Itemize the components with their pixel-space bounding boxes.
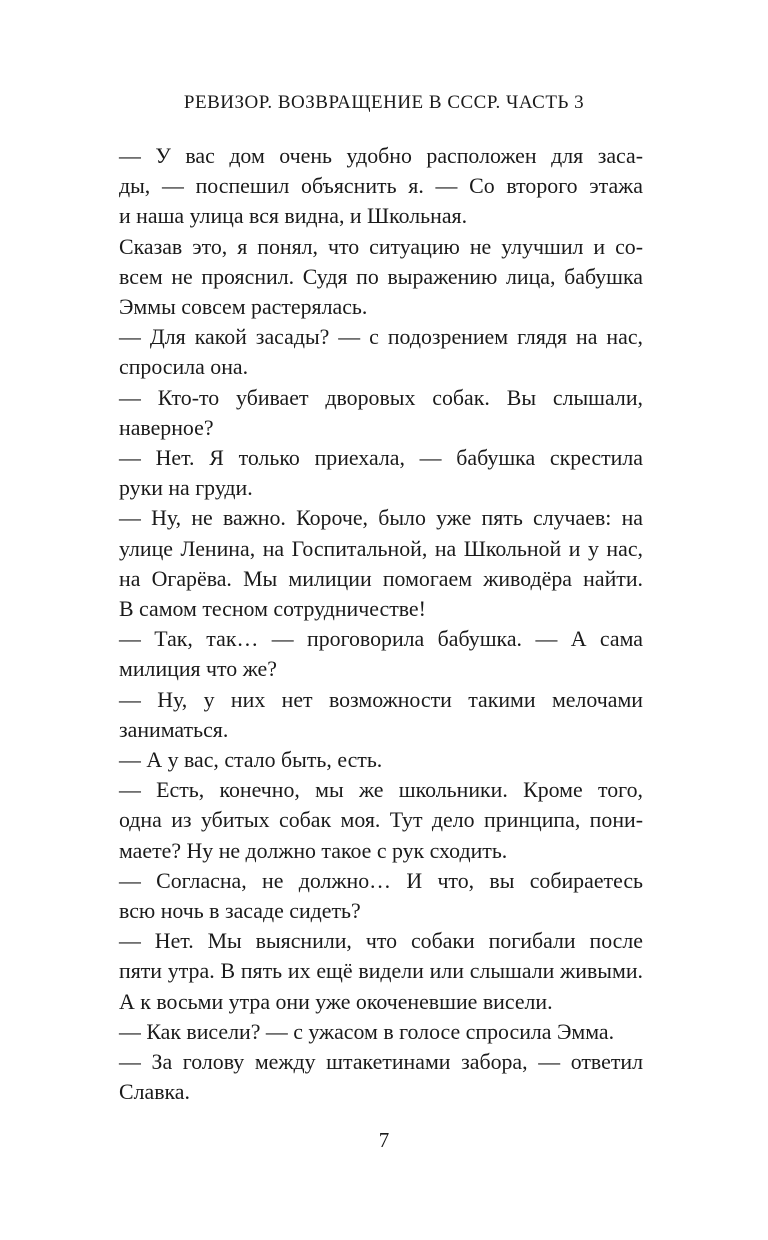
text-line: и наша улица вся видна, и Школьная. [119,204,468,229]
text-line: — Нет. Мы выяснили, что собаки погибали после [119,929,643,954]
text-line: ды, — поспешил объяснить я. — Со второго этажа [119,174,643,199]
text-line: — У вас дом очень удобно расположен для заса- [119,144,643,168]
text-line: — Кто-то убивает дворовых собак. Вы слышали, [119,385,643,410]
text-line: маете? Ну не должно такое с рук сходить. [119,838,508,863]
text-line: всем не прояснил. Судя по выражению лица, бабушка [119,264,643,289]
text-line: милиция что же? [119,657,277,682]
text-line: наверное? [119,415,214,440]
paragraph [119,322,643,382]
paragraph [119,685,643,745]
paragraph [119,926,643,1017]
text-line: — Ну, у них нет возможности такими мелочами [119,687,643,712]
paragraph [119,141,643,232]
text-line: Сказав это, я понял, что ситуацию не улучшил и со- [119,234,643,259]
paragraph [119,1047,643,1107]
paragraph [119,443,643,503]
text-line: — Как висели? — с ужасом в голосе спросила Эмма. [119,1019,615,1044]
paragraph [119,1017,643,1047]
text-line: руки на груди. [119,476,253,501]
paragraph [119,232,643,323]
text-line: — Ну, не важно. Короче, было уже пять случаев: на [119,506,643,531]
body-text [119,141,643,1108]
text-line: — Для какой засады? — с подозрением глядя на нас, [119,325,643,350]
paragraph [119,775,643,866]
text-line: пяти утра. В пять их ещё видели или слышали живыми. [119,959,643,984]
text-line: — Нет. Я только приехала, — бабушка скрестила [119,446,643,471]
text-line: В самом тесном сотрудничестве! [119,597,426,622]
text-line: улице Ленина, на Госпитальной, на Школьной и у нас, [119,536,643,561]
paragraph [119,624,643,684]
text-line: одна из убитых собак моя. Тут дело принципа, пони- [119,808,643,833]
page-number: 7 [378,1128,390,1152]
running-head: РЕВИЗОР. ВОЗВРАЩЕНИЕ В СССР. ЧАСТЬ 3 [183,92,585,113]
text-line: — Согласна, не должно… И что, вы собираетесь [119,868,643,893]
text-line: всю ночь в засаде сидеть? [119,899,361,924]
text-line: спросила она. [119,355,249,380]
text-line: — А у вас, стало быть, есть. [119,748,383,773]
paragraph [119,866,643,926]
text-line: Славка. [119,1080,190,1105]
text-line: — Так, так… — проговорила бабушка. — А сама [119,627,643,652]
paragraph [119,503,643,624]
text-line: Эммы совсем растерялась. [119,295,368,320]
paragraph [119,745,643,775]
text-line: — За голову между штакетинами забора, — ответил [119,1050,643,1075]
text-line: А к восьми утра они уже окоченевшие висели. [119,989,553,1014]
text-line: на Огарёва. Мы милиции помогаем живодёра найти. [119,566,643,591]
text-line: — Есть, конечно, мы же школьники. Кроме того, [119,778,643,803]
text-line: заниматься. [119,717,229,742]
paragraph [119,383,643,443]
